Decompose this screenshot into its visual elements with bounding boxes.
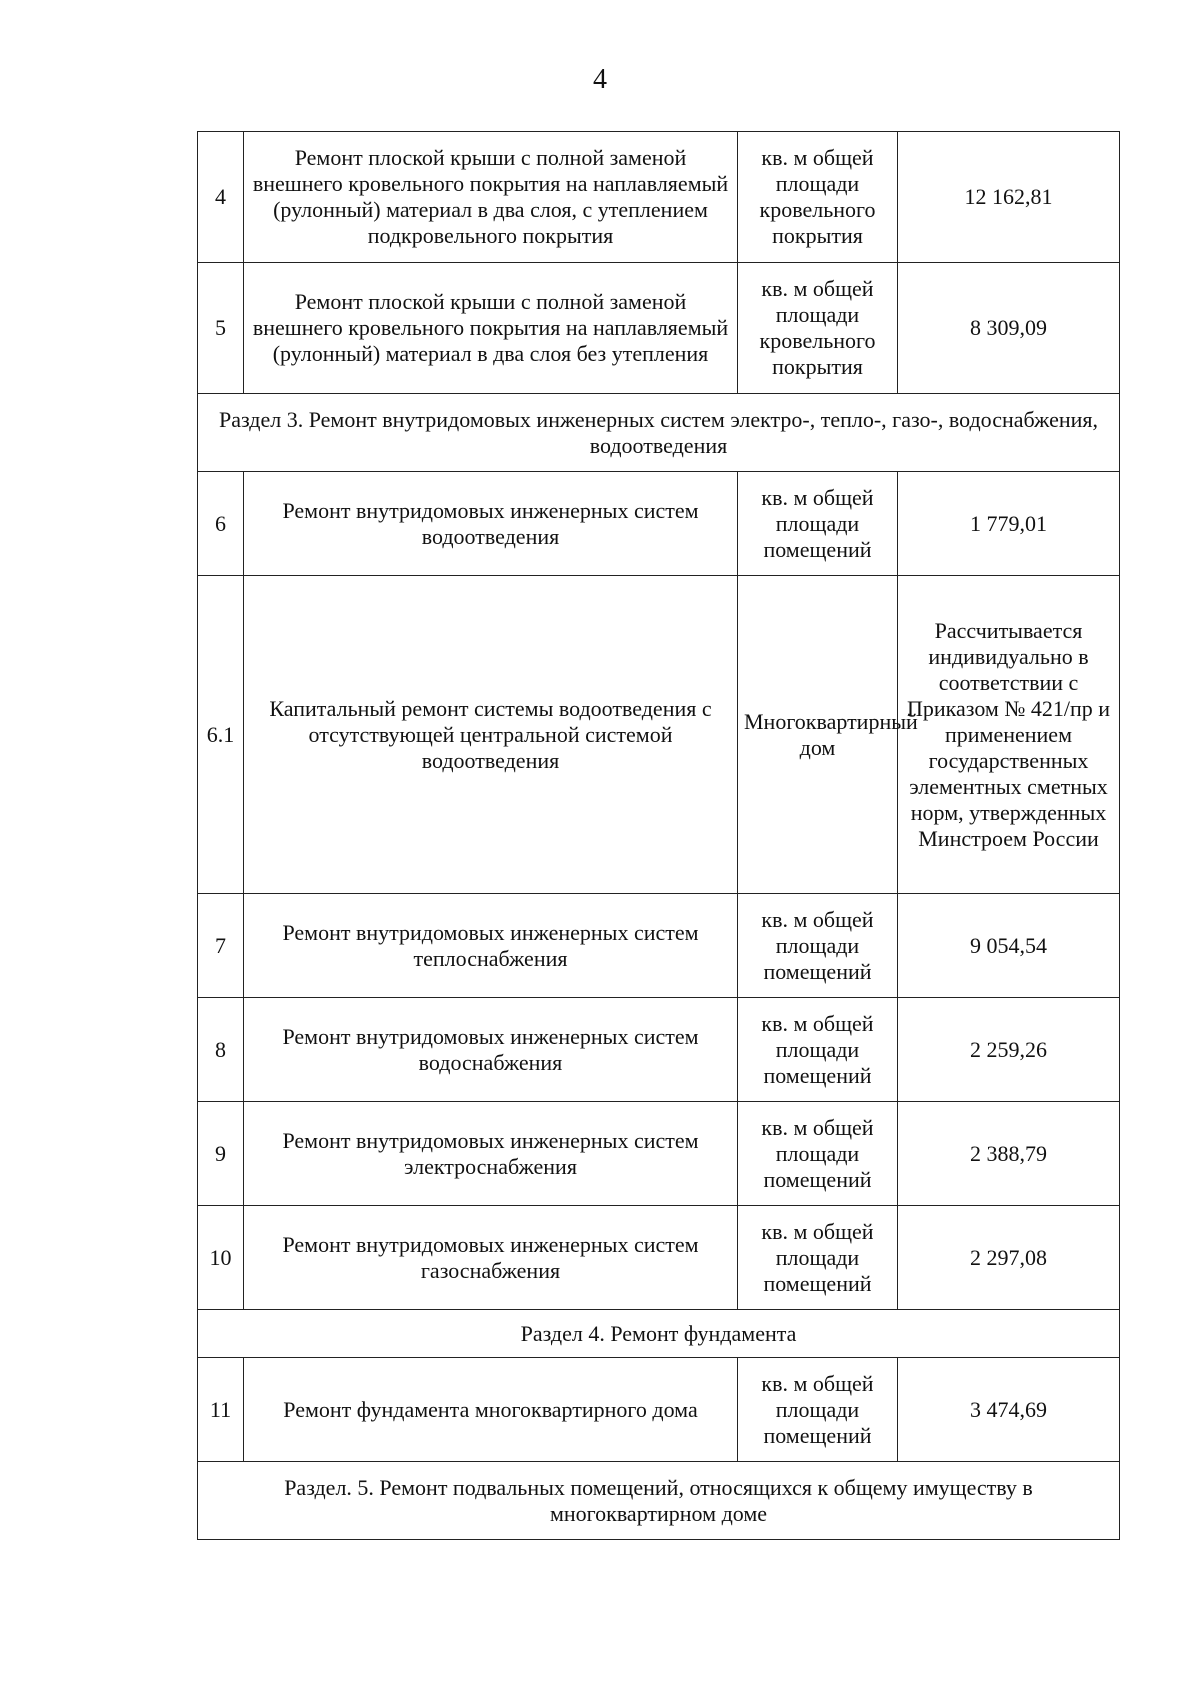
section-header-row xyxy=(198,1310,1120,1358)
section-header-row xyxy=(198,1462,1120,1540)
work-name: Капитальный ремонт системы водоотведения с отсутствующей центральной системой водоотведения xyxy=(244,576,738,894)
row-number: 4 xyxy=(198,132,244,263)
row-number: 10 xyxy=(198,1206,244,1310)
unit-of-measure: кв. м общей площади помещений xyxy=(738,472,898,576)
row-number: 7 xyxy=(198,894,244,998)
cost-value: 9 054,54 xyxy=(898,894,1120,998)
unit-of-measure: Многоквартирный дом xyxy=(738,576,898,894)
row-number: 9 xyxy=(198,1102,244,1206)
cost-value: 2 388,79 xyxy=(898,1102,1120,1206)
unit-of-measure: кв. м общей площади кровельного покрытия xyxy=(738,132,898,263)
unit-of-measure: кв. м общей площади кровельного покрытия xyxy=(738,263,898,394)
cost-value: 2 259,26 xyxy=(898,998,1120,1102)
work-name: Ремонт плоской крыши с полной заменой внешнего кровельного покрытия на наплавляемый (рулонный) материал в два слоя, с утеплением подкровельного покрытия xyxy=(244,132,738,263)
cost-value: 1 779,01 xyxy=(898,472,1120,576)
work-name: Ремонт внутридомовых инженерных систем водоотведения xyxy=(244,472,738,576)
table-row xyxy=(198,1358,1120,1462)
unit-of-measure: кв. м общей площади помещений xyxy=(738,894,898,998)
work-name: Ремонт плоской крыши с полной заменой внешнего кровельного покрытия на наплавляемый (рулонный) материал в два слоя без утепления xyxy=(244,263,738,394)
unit-of-measure: кв. м общей площади помещений xyxy=(738,1206,898,1310)
table-row xyxy=(198,894,1120,998)
row-number: 11 xyxy=(198,1358,244,1462)
work-name: Ремонт фундамента многоквартирного дома xyxy=(244,1358,738,1462)
row-number: 6 xyxy=(198,472,244,576)
work-name: Ремонт внутридомовых инженерных систем электроснабжения xyxy=(244,1102,738,1206)
unit-of-measure: кв. м общей площади помещений xyxy=(738,1102,898,1206)
cost-value: 3 474,69 xyxy=(898,1358,1120,1462)
section-title: Раздел 4. Ремонт фундамента xyxy=(198,1310,1120,1358)
row-number: 6.1 xyxy=(198,576,244,894)
cost-value: 2 297,08 xyxy=(898,1206,1120,1310)
table-row xyxy=(198,1102,1120,1206)
work-name: Ремонт внутридомовых инженерных систем газоснабжения xyxy=(244,1206,738,1310)
section-title: Раздел. 5. Ремонт подвальных помещений, относящихся к общему имуществу в многоквартирном доме xyxy=(198,1462,1120,1540)
work-name: Ремонт внутридомовых инженерных систем водоснабжения xyxy=(244,998,738,1102)
unit-of-measure: кв. м общей площади помещений xyxy=(738,998,898,1102)
page-number: 4 xyxy=(593,64,607,95)
table-row xyxy=(198,576,1120,894)
row-number: 8 xyxy=(198,998,244,1102)
section-title: Раздел 3. Ремонт внутридомовых инженерных систем электро-, тепло-, газо-, водоснабжения, водоотведения xyxy=(198,394,1120,472)
cost-value: Рассчитывается индивидуально в соответствии с Приказом № 421/пр и применением государственных элементных сметных норм, утвержденных Минстроем России xyxy=(898,576,1120,894)
row-number: 5 xyxy=(198,263,244,394)
cost-value: 8 309,09 xyxy=(898,263,1120,394)
repair-cost-table xyxy=(197,131,1120,1540)
work-name: Ремонт внутридомовых инженерных систем теплоснабжения xyxy=(244,894,738,998)
section-header-row xyxy=(198,394,1120,472)
cost-value: 12 162,81 xyxy=(898,132,1120,263)
unit-of-measure: кв. м общей площади помещений xyxy=(738,1358,898,1462)
table-row xyxy=(198,263,1120,394)
table-row xyxy=(198,1206,1120,1310)
table-row xyxy=(198,472,1120,576)
table-row xyxy=(198,998,1120,1102)
table-row xyxy=(198,132,1120,263)
